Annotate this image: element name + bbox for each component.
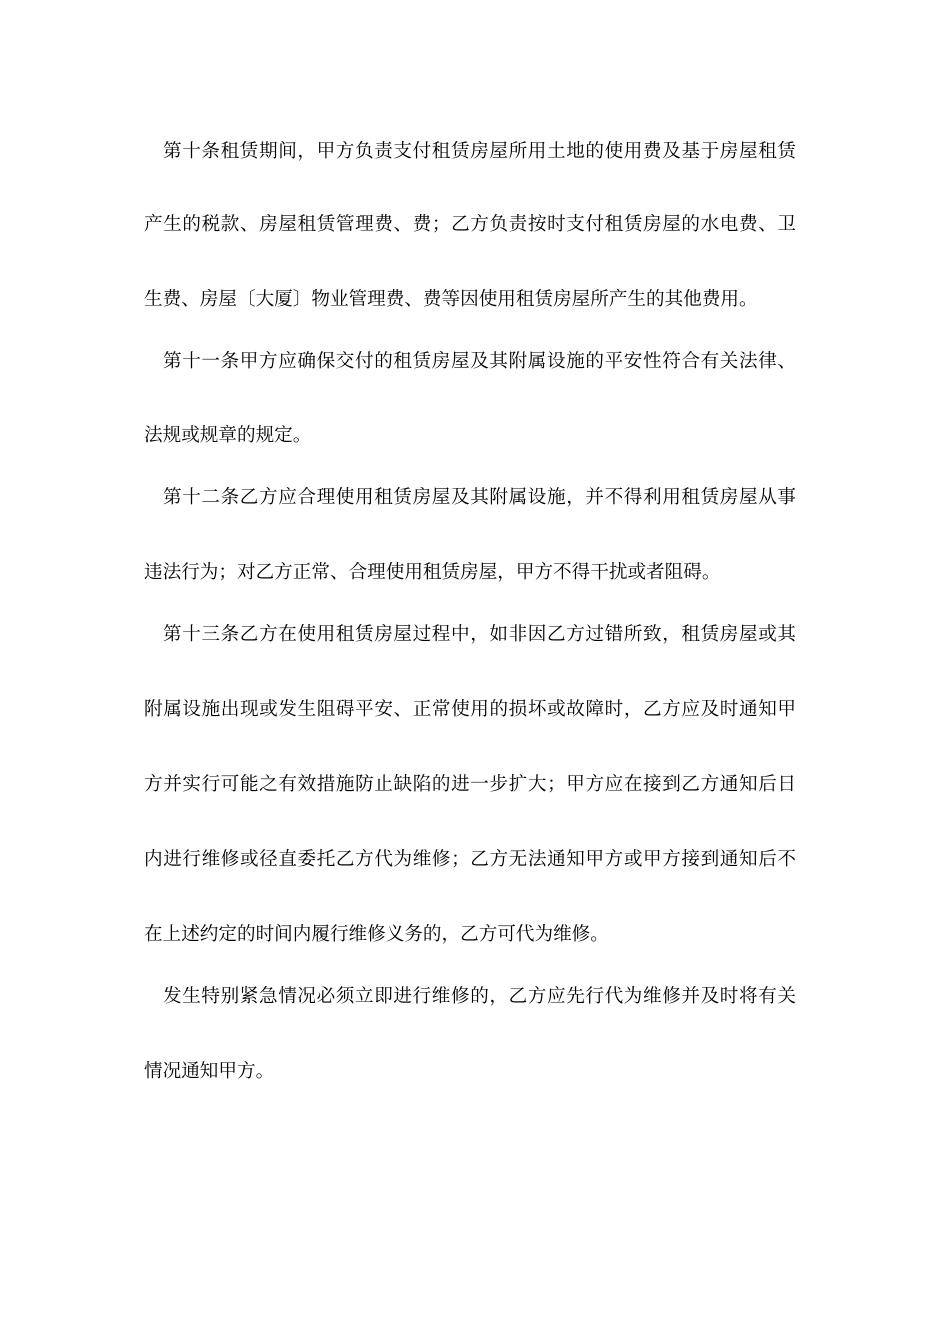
paragraph-1-line-2: 产生的税款、房屋租赁管理费、费；乙方负责按时支付租赁房屋的水电费、卫 <box>144 214 796 235</box>
paragraph-4-line-5: 在上述约定的时间内履行维修义务的，乙方可代为维修。 <box>144 924 609 945</box>
paragraph-3-line-2: 违法行为；对乙方正常、合理使用租赁房屋，甲方不得干扰或者阻碍。 <box>144 562 721 583</box>
paragraph-1-line-1: 第十条租赁期间，甲方负责支付租赁房屋所用土地的使用费及基于房屋租赁 <box>163 141 796 162</box>
paragraph-4-line-3: 方并实行可能之有效措施防止缺陷的进一步扩大；甲方应在接到乙方通知后日 <box>144 774 796 795</box>
paragraph-5-line-2: 情况通知甲方。 <box>144 1061 275 1082</box>
paragraph-2-line-1: 第十一条甲方应确保交付的租赁房屋及其附属设施的平安性符合有关法律、 <box>163 351 796 372</box>
paragraph-4-line-4: 内进行维修或径直委托乙方代为维修；乙方无法通知甲方或甲方接到通知后不 <box>144 849 796 870</box>
paragraph-4-line-1: 第十三条乙方在使用租赁房屋过程中，如非因乙方过错所致，租赁房屋或其 <box>163 624 796 645</box>
paragraph-5-line-1: 发生特别紧急情况必须立即进行维修的，乙方应先行代为维修并及时将有关 <box>163 986 796 1007</box>
paragraph-1-line-3: 生费、房屋〔大厦〕物业管理费、费等因使用租赁房屋所产生的其他费用。 <box>144 289 758 310</box>
paragraph-2-line-2: 法规或规章的规定。 <box>144 425 312 446</box>
paragraph-3-line-1: 第十二条乙方应合理使用租赁房屋及其附属设施，并不得利用租赁房屋从事 <box>163 487 796 508</box>
paragraph-4-line-2: 附属设施出现或发生阻碍平安、正常使用的损坏或故障时，乙方应及时通知甲 <box>144 699 796 720</box>
